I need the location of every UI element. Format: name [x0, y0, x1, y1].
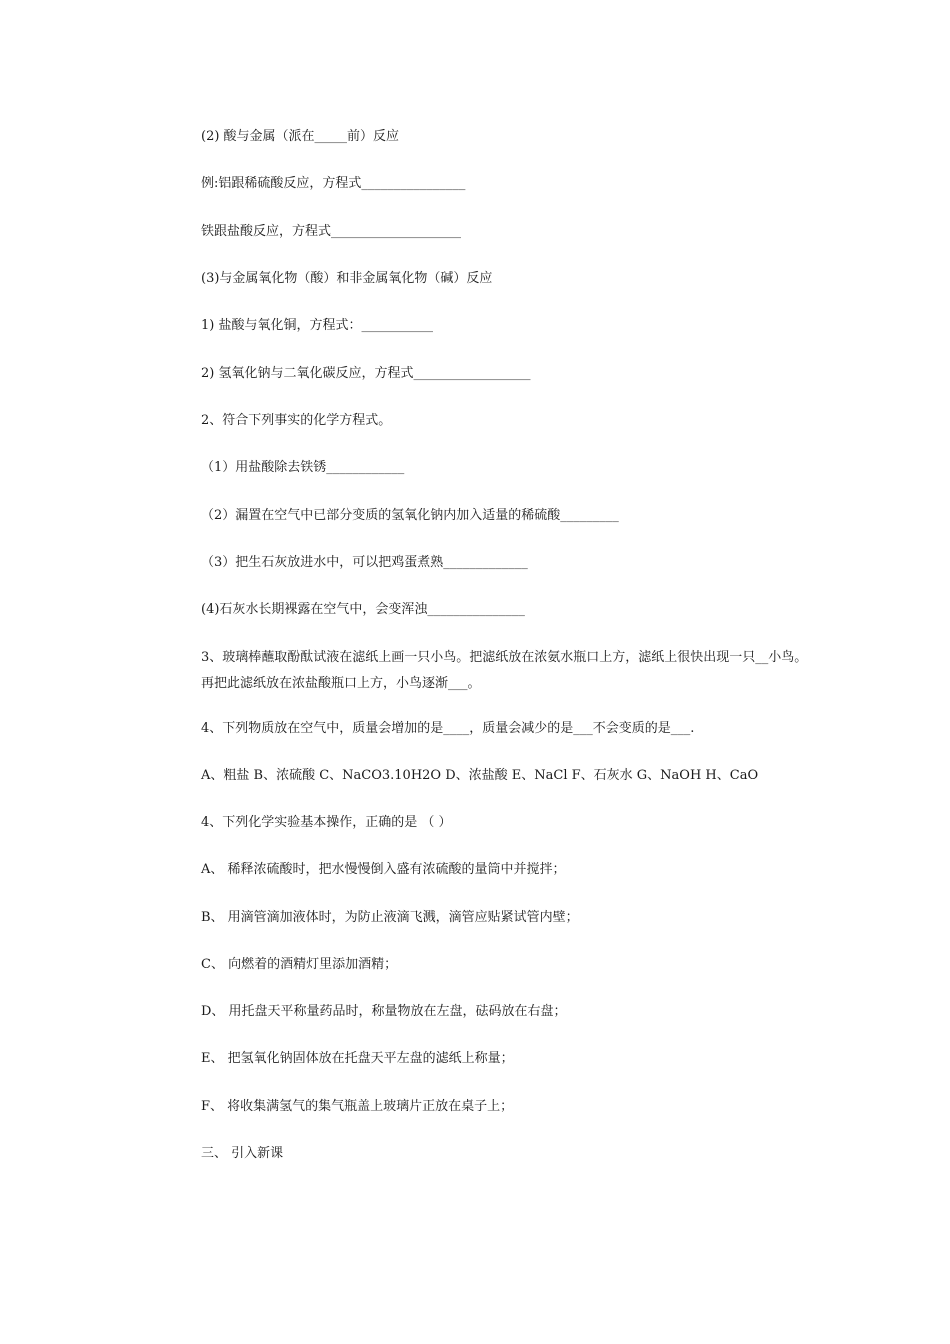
text-line-acid-metal: (2) 酸与金属（派在_____前）反应 — [201, 129, 400, 144]
text-line-quicklime: （3）把生石灰放进水中，可以把鸡蛋煮熟_____________ — [201, 555, 528, 570]
text-line-option-e: E、 把氢氧化钠固体放在托盘天平左盘的滤纸上称量； — [201, 1051, 514, 1066]
text-line-question-4a: 4、下列物质放在空气中，质量会增加的是____，质量会减少的是___不会变质的是___. — [201, 721, 695, 736]
text-line-option-c: C、 向燃着的酒精灯里添加酒精； — [201, 957, 398, 972]
text-line-question-3: 3、玻璃棒蘸取酚酞试液在滤纸上画一只小鸟。把滤纸放在浓氨水瓶口上方，滤纸上很快出现一只__小鸟。再把此滤纸放在浓盐酸瓶口上方，小鸟逐渐___。 — [201, 650, 808, 691]
text-line-option-b: B、 用滴管滴加液体时，为防止液滴飞溅，滴管应贴紧试管内壁； — [201, 910, 579, 925]
text-line-aluminum-example: 例:铝跟稀硫酸反应，方程式________________ — [201, 176, 466, 191]
text-line-option-a: A、 稀释浓硫酸时，把水慢慢倒入盛有浓硫酸的量筒中并搅拌； — [201, 862, 566, 877]
text-line-option-f: F、 将收集满氢气的集气瓶盖上玻璃片正放在桌子上； — [201, 1099, 514, 1114]
text-line-hcl-cuo: 1) 盐酸与氧化铜，方程式：___________ — [201, 318, 433, 333]
text-line-naoh-h2so4: （2）漏置在空气中已部分变质的氢氧化钠内加入适量的稀硫酸_________ — [201, 508, 619, 523]
text-line-limewater: (4)石灰水长期裸露在空气中，会变浑浊_______________ — [201, 602, 525, 617]
section-heading-new-lesson: 三、 引入新课 — [201, 1146, 284, 1161]
text-line-naoh-co2: 2) 氢氧化钠与二氧化碳反应，方程式__________________ — [201, 366, 531, 381]
text-line-option-d: D、 用托盘天平称量药品时，称量物放在左盘，砝码放在右盘； — [201, 1004, 567, 1019]
text-line-iron-hcl: 铁跟盐酸反应，方程式____________________ — [201, 224, 462, 239]
text-line-substances: A、粗盐 B、浓硫酸 C、NaCO3.10H2O D、浓盐酸 E、NaCl F、石灰水 G、NaOH H、CaO — [201, 768, 759, 783]
text-line-oxides: (3)与金属氧化物（酸）和非金属氧化物（碱）反应 — [201, 271, 493, 286]
text-line-question-4b: 4、下列化学实验基本操作，正确的是 （ ） — [201, 815, 452, 830]
text-line-rust: （1）用盐酸除去铁锈____________ — [201, 460, 405, 475]
text-line-question-2: 2、符合下列事实的化学方程式。 — [201, 413, 392, 428]
